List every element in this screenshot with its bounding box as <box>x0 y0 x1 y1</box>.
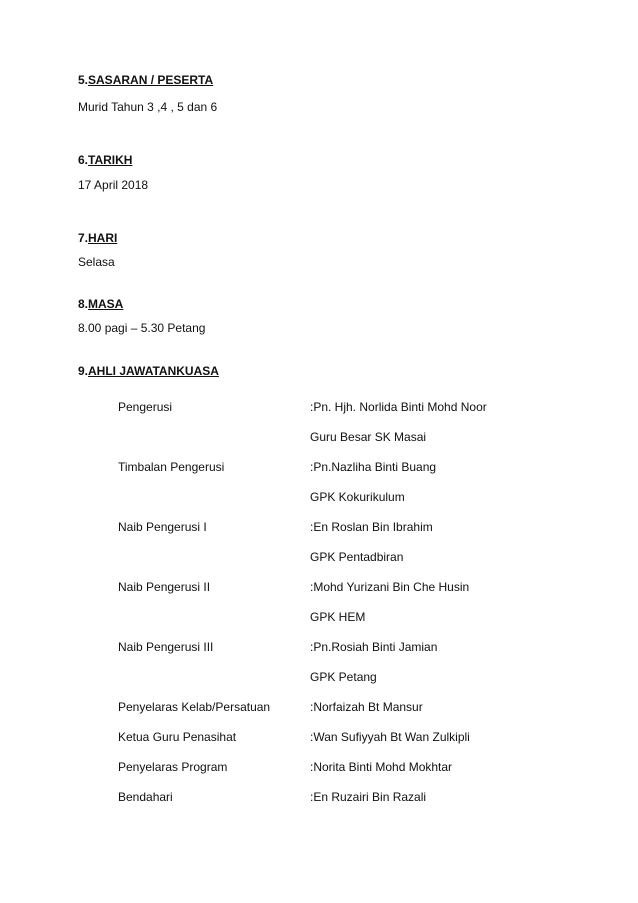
section-heading-tarikh <box>78 153 132 167</box>
committee-title: GPK Petang <box>310 670 377 684</box>
committee-name: :En Roslan Bin Ibrahim <box>310 520 433 534</box>
committee-role: Timbalan Pengerusi <box>118 460 225 474</box>
section-heading-masa <box>78 297 123 311</box>
section-body-hari: Selasa <box>78 255 115 269</box>
committee-role: Pengerusi <box>118 400 173 414</box>
section-title: SASARAN / PESERTA <box>88 73 214 87</box>
committee-name: :Wan Sufiyyah Bt Wan Zulkipli <box>310 730 470 744</box>
committee-role: Penyelaras Kelab/Persatuan <box>118 700 271 714</box>
section-number: 6. <box>78 153 89 167</box>
section-body-tarikh: 17 April 2018 <box>78 178 149 192</box>
committee-name: :En Ruzairi Bin Razali <box>310 790 427 804</box>
section-heading-hari <box>78 231 117 245</box>
section-body-sasaran: Murid Tahun 3 ,4 , 5 dan 6 <box>78 100 218 114</box>
committee-title: GPK Kokurikulum <box>310 490 405 504</box>
section-number: 8. <box>78 297 89 311</box>
committee-role: Bendahari <box>118 790 173 804</box>
committee-name: :Pn.Nazliha Binti Buang <box>310 460 437 474</box>
section-heading-sasaran <box>78 73 213 87</box>
committee-title: Guru Besar SK Masai <box>310 430 427 444</box>
committee-name: :Pn.Rosiah Binti Jamian <box>310 640 438 654</box>
section-title: MASA <box>88 297 124 311</box>
section-number: 5. <box>78 73 89 87</box>
section-heading-ahli-jawatankuasa <box>78 364 219 378</box>
committee-name: :Mohd Yurizani Bin Che Husin <box>310 580 470 594</box>
section-number: 9. <box>78 364 89 378</box>
committee-role: Penyelaras Program <box>118 760 228 774</box>
section-number: 7. <box>78 231 89 245</box>
committee-title: GPK Pentadbiran <box>310 550 404 564</box>
section-body-masa: 8.00 pagi – 5.30 Petang <box>78 321 206 335</box>
committee-role: Naib Pengerusi III <box>118 640 214 654</box>
committee-role: Naib Pengerusi II <box>118 580 211 594</box>
committee-title: GPK HEM <box>310 610 366 624</box>
committee-role: Naib Pengerusi I <box>118 520 207 534</box>
section-title: AHLI JAWATANKUASA <box>88 364 219 378</box>
section-title: TARIKH <box>88 153 133 167</box>
committee-role: Ketua Guru Penasihat <box>118 730 237 744</box>
section-title: HARI <box>88 231 118 245</box>
committee-name: :Norita Binti Mohd Mokhtar <box>310 760 453 774</box>
committee-name: :Norfaizah Bt Mansur <box>310 700 423 714</box>
committee-name: :Pn. Hjh. Norlida Binti Mohd Noor <box>310 400 487 414</box>
